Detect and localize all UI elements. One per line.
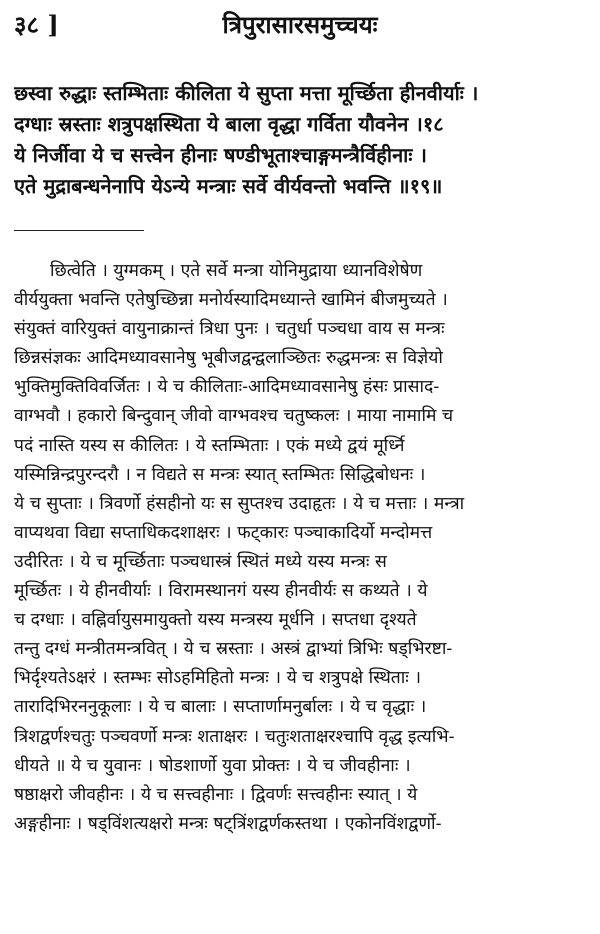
running-title: त्रिपुरासारसमुच्चयः [222, 10, 378, 39]
verse-line: एते मुद्राबन्धनेनापि येऽन्ये मन्त्राः सर्वे वीर्यवन्तो भवन्ति ॥१९॥ [14, 174, 443, 198]
commentary-line: वीर्ययुक्ता भवन्ति एतेषुच्छिन्ना मनोर्यस्यादिमध्यान्ते खामिनं बीजमुच्यते । [14, 290, 448, 311]
commentary-line: मूर्च्छितः । ये हीनवीर्याः । विरामस्थानगं यस्य हीनवीर्यः स कथ्यते । ये [14, 581, 428, 602]
commentary-line: वाप्यथवा विद्या सप्ताधिकदशाक्षरः । फट्कारः पञ्चाकादिर्यो मन्दोमत्त [14, 522, 433, 543]
commentary-line: त्रिशद्वर्णश्चतुः पञ्चवर्णो मन्त्रः शताक्षरः । चतुःशताक्षरश्चापि वृद्ध इत्यभि- [14, 726, 455, 747]
commentary-line: उदीरितः । ये च मूर्च्छिताः पञ्चधास्त्रं स्थितं मध्ये यस्य मन्त्रः स [14, 551, 387, 572]
commentary-line: अङ्गहीनाः । षड्विंशत्यक्षरो मन्त्रः षट्त्रिंशद्वर्णकस्तथा । एकोनविंशद्वर्णो- [14, 813, 442, 834]
commentary-line: यस्मिन्निन्द्रपुरन्दरौ । न विद्यते स मन्त्रः स्यात् स्तम्भितः सिद्धिबोधनः । [14, 464, 426, 485]
commentary-block [14, 257, 596, 839]
commentary-line: च दग्धाः । वह्निर्वायुसमायुक्तो यस्य मन्त्रस्य मूर्धनि । सप्तधा दृश्यते [14, 610, 417, 631]
verse-line: छस्वा रुद्धाः स्तम्भिताः कीलिता ये सुप्ता मत्ता मूर्च्छिता हीनवीर्याः । [14, 81, 479, 105]
page-number: ३८ ] [14, 10, 59, 39]
commentary-line: वाग्भवौ । हकारो बिन्दुवान् जीवो वाग्भवश्च चतुष्कलः । माया नामामि च [14, 406, 454, 427]
commentary-line: भुक्तिमुक्तिविवर्जितः । ये च कीलिताः-आदिमध्यावसानेषु हंसः प्रासाद- [14, 377, 440, 398]
commentary-line: छित्वेति । युग्मकम् । एते सर्वे मन्त्रा योनिमुद्राया ध्यानविशेषेण [50, 261, 423, 281]
verse-block [14, 78, 596, 202]
commentary-line: ये च सुप्ताः । त्रिवर्णो हंसहीनो यः स सुप्तश्च उदाहृतः । ये च मत्ताः । मन्त्रा [14, 493, 465, 514]
commentary-line: संयुक्तं वारियुक्तं वायुनाक्रान्तं त्रिधा पुनः । चतुर्धा पञ्चधा वाय स मन्त्रः [14, 319, 445, 340]
commentary-line: तारादिभिरननुकूलाः । ये च बालाः । सप्तार्णामनुर्बालः । ये च वृद्धाः । [14, 697, 427, 718]
page-header [14, 8, 586, 48]
section-divider [14, 230, 144, 231]
verse-line: दग्धाः स्रस्ताः शत्रुपक्षस्थिता ये बाला वृद्धा गर्विता यौवनेन ।१८ [14, 112, 444, 136]
commentary-line: भिर्दृश्यतेऽक्षरं । स्तम्भः सोऽहमिहितो मन्त्रः । ये च शत्रुपक्षे स्थिताः । [14, 668, 421, 689]
commentary-line: छिन्नसंज्ञकः आदिमध्यावसानेषु भूबीजद्वन्द्वलाञ्छितः रुद्धमन्त्रः स विज्ञेयो [14, 348, 443, 369]
commentary-line: पदं नास्ति यस्य स कीलितः । ये स्तम्भिताः । एकं मध्ये द्वयं मूर्ध्नि [14, 435, 405, 456]
commentary-line: धीयते ॥ ये च युवानः । षोडशार्णो युवा प्रोक्तः । ये च जीवहीनाः । [14, 755, 411, 776]
verse-line: ये निर्जीवा ये च सत्त्वेन हीनाः षण्डीभूताश्चाङ्गमन्त्रैर्विहीनाः । [14, 143, 427, 167]
commentary-line: तन्तु दग्धं मन्त्रीतमन्त्रवित् । ये च स्रस्ताः । अस्त्रं द्वाभ्यां त्रिभिः षड्भिरष्टा- [14, 639, 453, 660]
commentary-line: षष्ठाक्षरो जीवहीनः । ये च सत्त्वहीनाः । द्विवर्णः सत्त्वहीनः स्यात् । ये [14, 784, 418, 805]
